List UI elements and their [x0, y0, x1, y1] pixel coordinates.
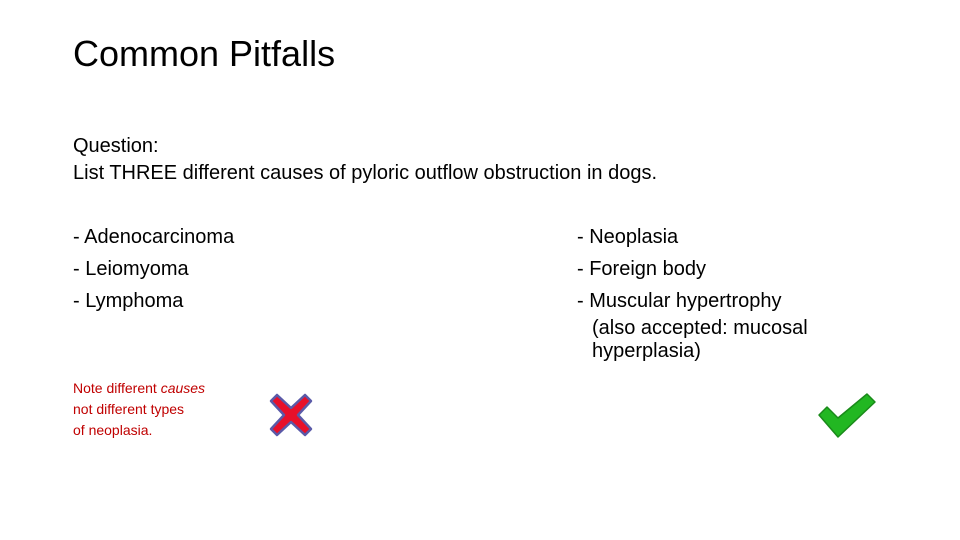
- correct-answer-item: - Foreign body: [577, 258, 706, 280]
- question-text: List THREE different causes of pyloric outflow obstruction in dogs.: [73, 162, 657, 184]
- correct-answer-list: [577, 221, 808, 363]
- wrong-answer-item: - Adenocarcinoma: [73, 226, 235, 248]
- wrong-answer-item: - Lymphoma: [73, 290, 184, 312]
- accepted-alternative-line2: hyperplasia): [592, 340, 701, 362]
- correct-answer-item-text: - Muscular hypertrophy: [577, 290, 782, 312]
- pitfall-note: [73, 378, 263, 441]
- slide-title: Common Pitfalls: [73, 33, 336, 74]
- wrong-answer-item: - Leiomyoma: [73, 258, 189, 280]
- question-label: Question:: [73, 135, 159, 157]
- pitfall-note-line2: not different types: [73, 401, 185, 417]
- pitfall-note-emphasis: causes: [160, 380, 206, 396]
- wrong-answer-list: [73, 221, 234, 317]
- question-block: [73, 133, 657, 187]
- accepted-alternative-line1: (also accepted: mucosal: [592, 317, 808, 339]
- pitfall-note-text: Note different: [73, 380, 161, 396]
- checkmark-icon: [816, 392, 878, 440]
- pitfall-note-line3: of neoplasia.: [73, 422, 153, 438]
- correct-answer-item: - Neoplasia: [577, 226, 679, 248]
- correct-answer-item: [577, 285, 808, 363]
- cross-icon: [268, 392, 314, 438]
